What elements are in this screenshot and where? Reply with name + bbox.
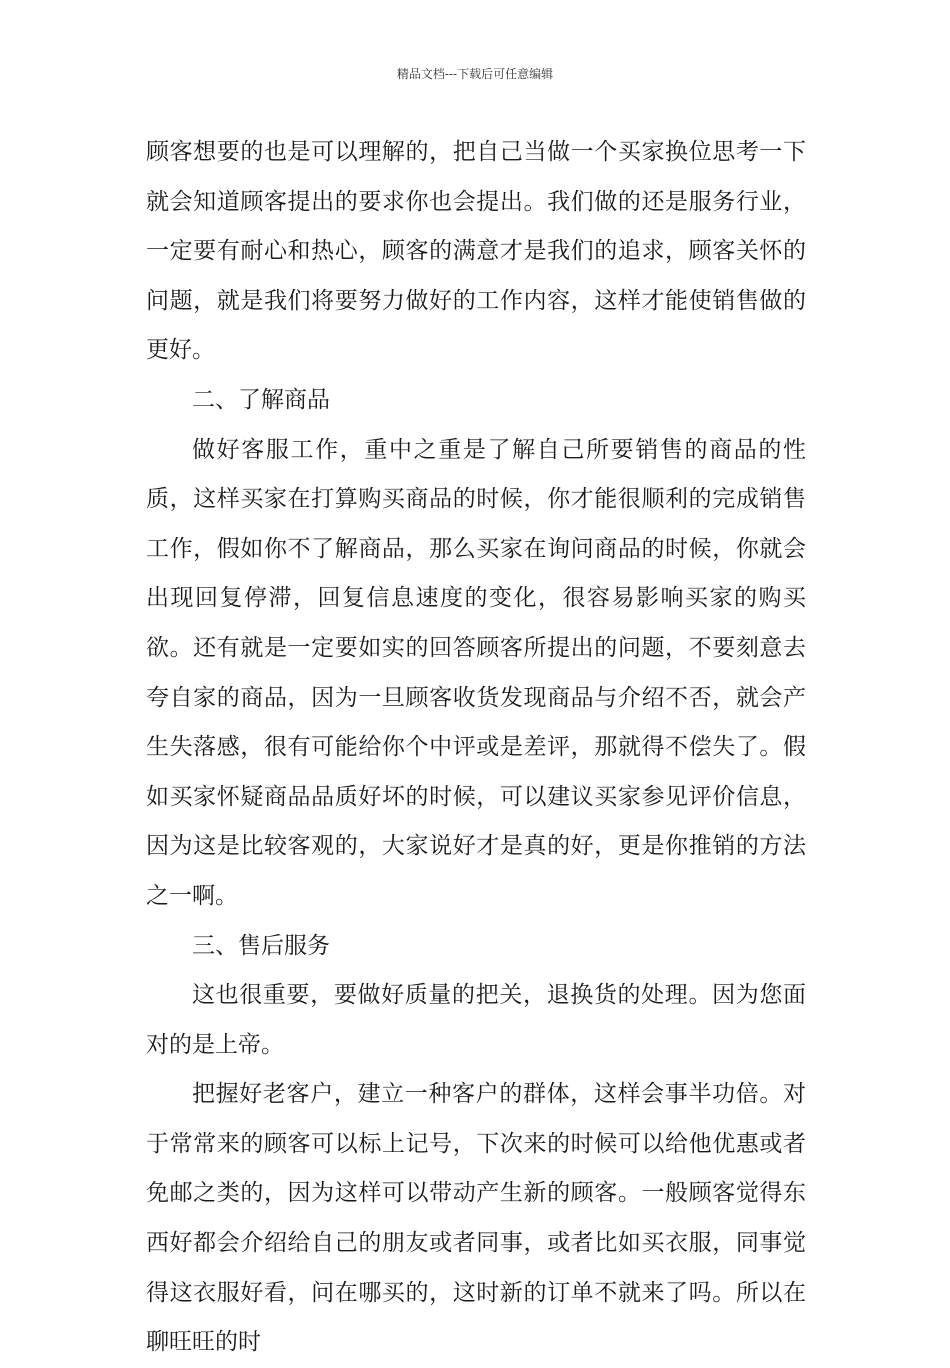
section-heading-2: 二、了解商品: [192, 386, 330, 413]
paragraph-4: 把握好老客户，建立一种客户的群体，这样会事半功倍。对于常常来的顾客可以标上记号，下次来的时候可以给他优惠或者免邮之类的，因为这样可以带动产生新的顾客。一般顾客觉得东西好都会介绍给自己的朋友或者同事，或者比如买衣服，同事觉得这衣服好看，问在哪买的，这时新的订单不就来了吗。所以在聊旺旺的时: [146, 1081, 806, 1356]
page-header: 精品文档---下载后可任意编辑: [396, 67, 554, 81]
paragraph-2: 做好客服工作，重中之重是了解自己所要销售的商品的性质，这样买家在打算购买商品的时候，你才能很顺利的完成销售工作，假如你不了解商品，那么买家在询问商品的时候，你就会出现回复停滞，回复信息速度的变化，很容易影响买家的购买欲。还有就是一定要如实的回答顾客所提出的问题，不要刻意去夸自家的商品，因为一旦顾客收货发现商品与介绍不否，就会产生失落感，很有可能给你个中评或是差评，那就得不偿失了。假如买家怀疑商品品质好坏的时候，可以建议买家参见评价信息，因为这是比较客观的，大家说好才是真的好，更是你推销的方法之一啊。: [146, 436, 806, 909]
paragraph-3: 这也很重要，要做好质量的把关，退换货的处理。因为您面对的是上帝。: [146, 982, 806, 1058]
paragraph-1: 顾客想要的也是可以理解的，把自己当做一个买家换位思考一下就会知道顾客提出的要求你也会提出。我们做的还是服务行业，一定要有耐心和热心，顾客的满意才是我们的追求，顾客关怀的问题，就是我们将要努力做好的工作内容，这样才能使销售做的更好。: [146, 139, 806, 364]
document-body: [146, 128, 806, 1368]
section-heading-3: 三、售后服务: [192, 932, 330, 959]
